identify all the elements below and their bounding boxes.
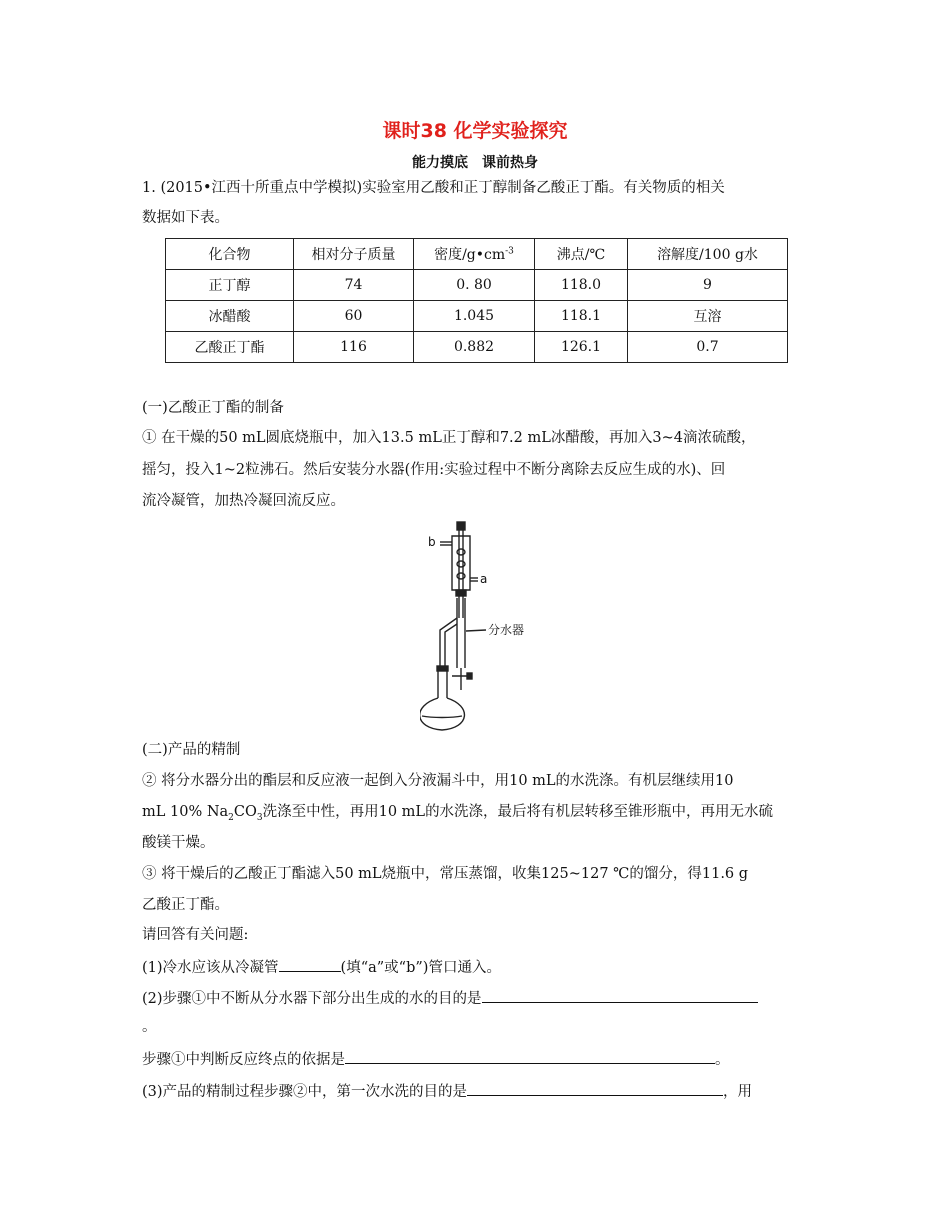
properties-table <box>165 238 788 363</box>
answer-blank[interactable] <box>345 1048 715 1064</box>
outlet-label-a: a <box>480 572 488 586</box>
table-header-row <box>166 239 788 270</box>
table-cell: 60 <box>294 301 414 332</box>
table-row <box>166 270 788 301</box>
section-heading-purification: (二)产品的精制 <box>142 742 241 758</box>
answer-blank[interactable] <box>467 1080 723 1096</box>
step3-line-1: ③ 将干燥后的乙酸正丁酯滤入50 mL烧瓶中，常压蒸馏，收集125~127 ℃的馏分，得11.6 g <box>142 866 749 882</box>
question-text: (1)冷水应该从冷凝管 <box>142 960 279 976</box>
table-cell: 1.045 <box>414 301 535 332</box>
table-header-cell: 沸点/℃ <box>535 239 628 270</box>
table-row <box>166 332 788 363</box>
table-header-cell: 相对分子质量 <box>294 239 414 270</box>
step2-line-2 <box>142 802 773 828</box>
step1-line-1: ① 在干燥的50 mL圆底烧瓶中，加入13.5 mL正丁醇和7.2 mL冰醋酸，再加入3~4滴浓硫酸， <box>142 430 756 446</box>
step1-line-2: 摇匀，投入1~2粒沸石。然后安装分水器(作用:实验过程中不断分离除去反应生成的水)、回 <box>142 462 726 478</box>
step2-line-1: ② 将分水器分出的酯层和反应液一起倒入分液漏斗中，用10 mL的水洗涤。有机层继续用10 <box>142 773 734 789</box>
questions-prompt: 请回答有关问题: <box>142 927 249 943</box>
table-cell: 冰醋酸 <box>166 301 294 332</box>
table-header-cell <box>414 239 535 270</box>
section-heading-preparation: (一)乙酸正丁酯的制备 <box>142 400 284 416</box>
step2-text: 洗涤至中性，再用10 mL的水洗涤，最后将有机层转移至锥形瓶中，再用无水硫 <box>262 804 774 820</box>
table-cell: 正丁醇 <box>166 270 294 301</box>
table-cell: 116 <box>294 332 414 363</box>
question-2 <box>142 987 758 1009</box>
table-cell: 0. 80 <box>414 270 535 301</box>
table-cell: 126.1 <box>535 332 628 363</box>
question-text: 步骤①中判断反应终点的依据是 <box>142 1052 345 1068</box>
apparatus-diagram <box>420 518 550 733</box>
question-text: (2)步骤①中不断从分水器下部分出生成的水的目的是 <box>142 991 482 1007</box>
step1-line-3: 流冷凝管，加热冷凝回流反应。 <box>142 493 345 509</box>
step3-line-2: 乙酸正丁酯。 <box>142 897 229 913</box>
table-cell: 118.0 <box>535 270 628 301</box>
question-intro-line-2: 数据如下表。 <box>142 210 229 226</box>
table-cell: 0.882 <box>414 332 535 363</box>
answer-blank[interactable] <box>482 987 758 1003</box>
table-cell: 118.1 <box>535 301 628 332</box>
table-cell: 74 <box>294 270 414 301</box>
table-header-cell: 溶解度/100 g水 <box>628 239 788 270</box>
step2-text: mL 10% Na <box>142 804 229 820</box>
question-3 <box>142 1080 752 1102</box>
question-text: (3)产品的精制过程步骤②中，第一次水洗的目的是 <box>142 1084 468 1100</box>
table-header-cell: 化合物 <box>166 239 294 270</box>
step2-text: CO <box>233 804 257 820</box>
density-header-text: 密度/g•cm <box>434 247 506 263</box>
subscript: 3 <box>256 812 263 823</box>
question-2b <box>142 1048 730 1070</box>
question-intro-line-1: 1. (2015•江西十所重点中学模拟)实验室用乙酸和正丁醇制备乙酸正丁酯。有关物质的相关 <box>142 180 725 196</box>
question-1 <box>142 956 501 978</box>
step2-line-3: 酸镁干燥。 <box>142 835 215 851</box>
table-cell: 0.7 <box>628 332 788 363</box>
inlet-label-b: b <box>428 535 436 549</box>
page-subtitle: 能力摸底 课前热身 <box>412 155 538 171</box>
density-exponent: -3 <box>505 246 514 257</box>
table-cell: 乙酸正丁酯 <box>166 332 294 363</box>
table-cell: 互溶 <box>628 301 788 332</box>
table-row <box>166 301 788 332</box>
question-text: ，用 <box>723 1084 753 1100</box>
page-title: 课时38 化学实验探究 <box>382 120 568 142</box>
subscript: 2 <box>228 812 234 823</box>
table-cell: 9 <box>628 270 788 301</box>
answer-blank[interactable] <box>279 956 341 972</box>
question-text: 。 <box>715 1052 730 1068</box>
question-text: (填“a”或“b”)管口通入。 <box>340 960 501 976</box>
question-2-end: 。 <box>142 1019 157 1035</box>
separator-label: 分水器 <box>488 623 525 637</box>
